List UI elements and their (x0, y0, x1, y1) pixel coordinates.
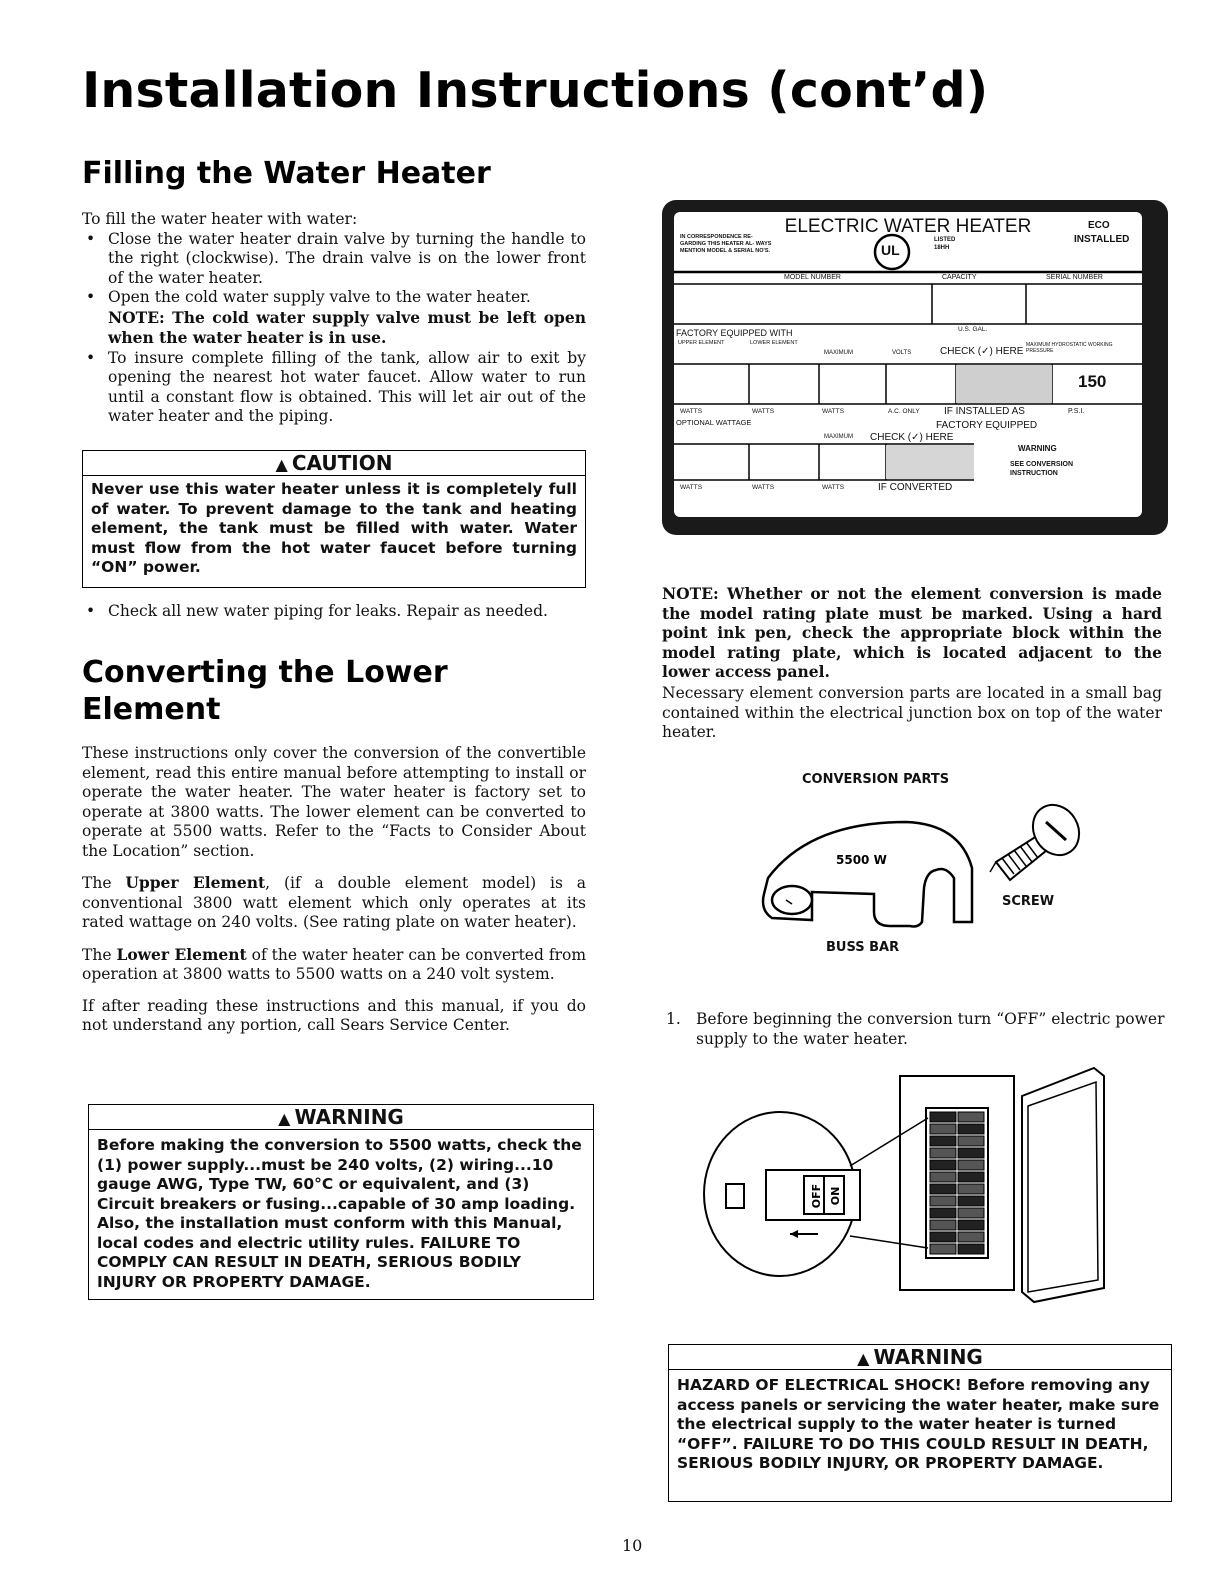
plate-factory-equipped: FACTORY EQUIPPED (936, 420, 1038, 431)
heading-line: Converting the Lower (82, 655, 448, 690)
breaker-row (958, 1196, 984, 1206)
converting-para3 (82, 945, 586, 985)
breaker-on-label: ON (829, 1186, 842, 1206)
breaker-row (930, 1112, 956, 1122)
breaker-row (930, 1196, 956, 1206)
breaker-row (930, 1220, 956, 1230)
conversion-parts-figure (750, 800, 1090, 940)
plate-watts-label: WATTS (680, 408, 703, 415)
plate-eco: ECO (1088, 220, 1110, 231)
filling-steps (82, 230, 586, 427)
breaker-row (930, 1208, 956, 1218)
plate-see-conversion: SEE CONVERSION INSTRUCTION (1010, 461, 1074, 477)
warning-header (89, 1105, 593, 1130)
plate-if-installed-as: IF INSTALLED AS (944, 406, 1025, 417)
breaker-row (930, 1124, 956, 1134)
plate-optional-wattage: OPTIONAL WATTAGE (676, 418, 752, 427)
breaker-row (958, 1112, 984, 1122)
caution-text: Never use this water heater unless it is completely full of water. To prevent damage to the tank and heating element, the tank must be filled with water. Water must flow from the hot water faucet before turning “ON” power. (91, 480, 577, 576)
breaker-row (930, 1148, 956, 1158)
rating-plate-note: NOTE: Whether or not the element conversion is made the model rating plate must be marked. Using a hard point ink pen, check the appropriate block within the model rating plate, which is located adjacent to the lower access panel. (662, 584, 1162, 681)
caution-box (82, 450, 586, 588)
buss-bar-icon (763, 822, 972, 927)
breaker-row (958, 1220, 984, 1230)
converting-para2 (82, 873, 586, 933)
caution-title: CAUTION (291, 451, 393, 475)
list-item (82, 349, 586, 427)
step-number: 1. (666, 1010, 681, 1028)
text-span: , (if a double element model) is a conventional 3800 watt element which only operates at its rated wattage on 240 volts. (See rating plate on water heater). (82, 874, 587, 931)
filling-section (82, 210, 586, 427)
list-item-text: Open the cold water supply valve to the water heater. (108, 288, 531, 306)
plate-correspondence: IN CORRESPONDENCE RE- GARDING THIS HEATER AL- WAYS MENTION MODEL & SERIAL NO'S. (680, 234, 772, 254)
converting-para1: These instructions only cover the conversion of the convertible element, read this entire manual before attempting to install or operate the water heater. The water heater is factory set to operate at 3800 watts. The lower element can be converted to operate at 5500 watts. Refer to the “Facts to Consider About the Location” section. (82, 744, 586, 860)
busbar-marking: 5500 W (836, 853, 887, 867)
plate-watts-label: WATTS (822, 408, 845, 415)
breaker-row (930, 1232, 956, 1242)
list-item (82, 288, 586, 349)
breaker-row (930, 1136, 956, 1146)
text-span: of the water heater can be converted from operation at 3800 watts to 5500 watts on a 240 volt system. (82, 945, 587, 983)
plate-maximum: MAXIMUM (824, 350, 853, 356)
screw-icon (990, 800, 1088, 880)
list-item-text: To insure complete filling of the tank, allow air to exit by opening the nearest hot water faucet. Allow water to run until a constant flow is obtained. This will let air out of the water heater and the piping. (108, 348, 586, 425)
breaker-row (958, 1124, 984, 1134)
converting-body (82, 744, 586, 1036)
filling-intro: To fill the water heater with water: (82, 210, 358, 228)
converting-para4: If after reading these instructions and this manual, if you do not understand any portion, call Sears Service Center. (82, 996, 586, 1034)
plate-if-converted: IF CONVERTED (878, 482, 953, 493)
list-item-text: Close the water heater drain valve by turning the handle to the right (clockwise). The drain valve is on the lower front of the water heater. (108, 229, 586, 287)
plate-model-number-label: MODEL NUMBER (784, 274, 841, 281)
text-span: Upper Element (125, 873, 266, 892)
warning-text: HAZARD OF ELECTRICAL SHOCK! Before removing any access panels or servicing the water heater, make sure the electrical supply to the water heater is turned “OFF”. FAILURE TO DO THIS COULD RESULT IN DEATH, SERIOUS BODILY INJURY, OR PROPERTY DAMAGE. (677, 1376, 1160, 1472)
plate-watts-label: WATTS (822, 484, 845, 491)
breaker-window (726, 1184, 744, 1208)
warning-title: WARNING (294, 1105, 404, 1129)
text-span: The (82, 874, 126, 892)
filling-heading: Filling the Water Heater (82, 156, 491, 191)
plate-watts-label: WATTS (752, 484, 775, 491)
step-1 (666, 1010, 1166, 1049)
rating-plate-face (674, 212, 1142, 517)
plate-maximum: MAXIMUM (824, 434, 853, 440)
warning-title: WARNING (873, 1345, 983, 1369)
warning-box-conversion (88, 1104, 594, 1300)
step-text: Before beginning the conversion turn “OFF” electric power supply to the water heater. (696, 1010, 1165, 1048)
converting-heading (82, 654, 448, 728)
plate-pressure-value: 150 (1078, 372, 1107, 391)
breaker-row (930, 1184, 956, 1194)
breaker-row (958, 1148, 984, 1158)
plate-psi: P.S.I. (1068, 408, 1085, 415)
plate-capacity-label: CAPACITY (942, 274, 977, 281)
breaker-row (958, 1244, 984, 1254)
warning-box-electrical (668, 1344, 1172, 1502)
filling-note: NOTE: The cold water supply valve must be left open when the water heater is in use. (108, 307, 586, 347)
plate-max-pressure: MAXIMUM HYDROSTATIC WORKING PRESSURE (1026, 342, 1113, 354)
plate-lower-element: LOWER ELEMENT (750, 340, 798, 346)
list-item-text: Check all new water piping for leaks. Repair as needed. (108, 602, 548, 620)
plate-volts: VOLTS (892, 350, 912, 356)
warning-triangle-icon: ▲ (857, 1349, 870, 1368)
plate-installed: INSTALLED (1074, 234, 1130, 245)
plate-upper-element: UPPER ELEMENT (678, 340, 725, 346)
breaker-row (930, 1172, 956, 1182)
breaker-row (930, 1160, 956, 1170)
breaker-row (958, 1232, 984, 1242)
text-span: The (82, 945, 117, 964)
buss-bar-label: BUSS BAR (826, 940, 900, 955)
breaker-row (958, 1136, 984, 1146)
warning-triangle-icon: ▲ (275, 455, 288, 474)
list-item (82, 230, 586, 289)
breaker-row (930, 1244, 956, 1254)
warning-header (669, 1345, 1171, 1370)
breaker-panel-figure (700, 1066, 1120, 1316)
plate-us-gal: U.S. GAL. (958, 326, 988, 333)
plate-title: ELECTRIC WATER HEATER (784, 216, 1032, 237)
conversion-parts-location: Necessary element conversion parts are located in a small bag contained within the electrical junction box on top of the water heater. (662, 684, 1162, 741)
text-span: Lower Element (116, 944, 247, 964)
plate-warning: WARNING (1018, 444, 1057, 453)
heading-line: Element (82, 692, 221, 727)
figure-title: CONVERSION PARTS (802, 772, 950, 787)
plate-listed: LISTED 18HH (934, 237, 956, 251)
warning-text: Before making the conversion to 5500 watts, check the (1) power supply...must be 240 volts, (2) wiring...10 gauge AWG, Type TW, 60°C or equivalent, and (3) Circuit breakers or fusing...capable of 30 amp loading. Also, the installation must conform with this Manual, local codes and electric utility rules. FAILURE TO COMPLY CAN RESULT IN DEATH, SERIOUS BODILY INJURY OR PROPERTY DAMAGE. (97, 1136, 582, 1291)
plate-check-here: CHECK (✓) HERE (940, 346, 1024, 357)
leak-check (82, 602, 586, 622)
plate-check-here: CHECK (✓) HERE (870, 432, 954, 443)
page-number: 10 (622, 1536, 643, 1555)
plate-watts-label: WATTS (752, 408, 775, 415)
caution-header (83, 451, 585, 476)
plate-serial-label: SERIAL NUMBER (1046, 274, 1103, 281)
screw-label: SCREW (1002, 894, 1055, 909)
breaker-off-label: OFF (810, 1183, 823, 1209)
breaker-row (958, 1184, 984, 1194)
page-title: Installation Instructions (cont’d) (82, 62, 989, 119)
breaker-row (958, 1160, 984, 1170)
rating-plate (662, 200, 1168, 535)
list-item (82, 602, 586, 622)
ul-logo: UL (881, 242, 900, 258)
warning-triangle-icon: ▲ (278, 1109, 291, 1128)
plate-ac-only: A.C. ONLY (888, 408, 920, 415)
plate-watts-label: WATTS (680, 484, 703, 491)
breaker-row (958, 1208, 984, 1218)
breaker-row (958, 1172, 984, 1182)
plate-factory-equipped-with: FACTORY EQUIPPED WITH (676, 328, 793, 338)
